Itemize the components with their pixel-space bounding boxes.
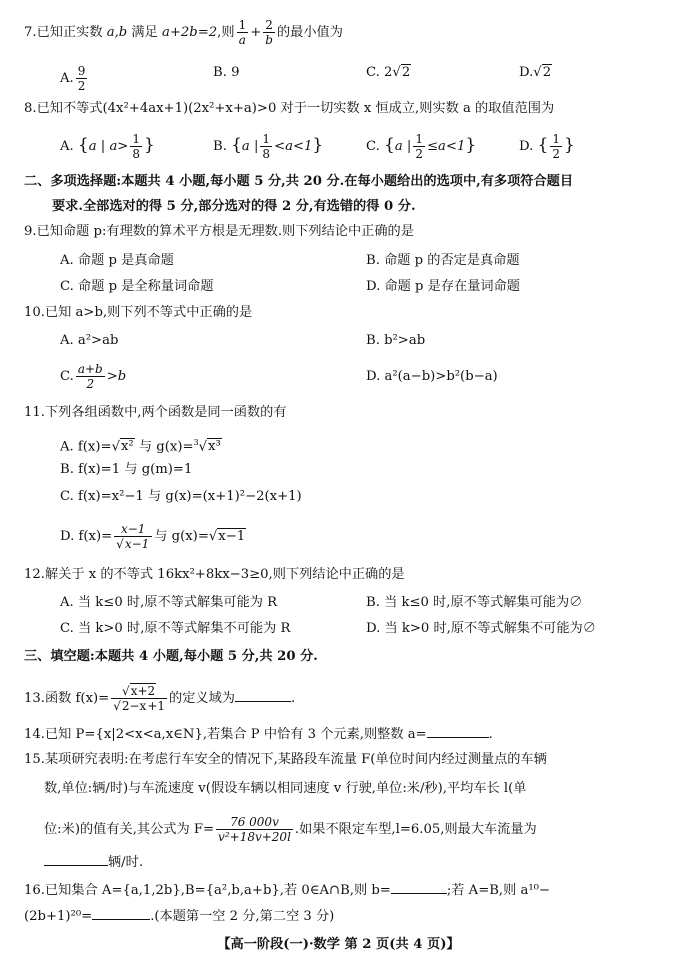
q11-option-d-mid: 与 g(x)=	[154, 529, 209, 544]
q13-den-tail: +1	[147, 699, 166, 713]
q7-stem-text: 7.已知正实数	[24, 25, 107, 40]
q7-frac2-den: b	[265, 33, 273, 47]
q11-option-d: D. f(x)= $\frac{x-1}{√x-1}$ 与 g(x)=√x−1	[60, 522, 246, 551]
q8-option-a: A. {a | a> $\frac{1}{8}$ }	[60, 132, 155, 161]
q16-answer-blank-2[interactable]	[92, 907, 150, 920]
q8-option-c-label: C.	[366, 139, 380, 154]
q8-option-b-tail: <a<1	[274, 139, 313, 154]
q14-text: 14.已知 P={x|2<x<a,x∈N},若集合 P 中恰有 3 个元素,则整数 a=	[24, 727, 427, 742]
q8-option-c-set: a |	[394, 139, 412, 154]
q10-option-c-frac	[76, 362, 105, 391]
q13-frac: $\frac{√x+2}{√2-x+1}$	[113, 684, 166, 713]
q7-tail: 的最小值为	[276, 25, 343, 40]
q16-line2-pre: (2b+1)²⁰=	[24, 909, 93, 924]
q14-end: .	[488, 727, 493, 742]
q15-formula-num: 76 000v	[216, 815, 293, 830]
q8-option-a-set: a | a>	[88, 139, 129, 154]
q7-option-c: C. 2√2	[366, 65, 411, 80]
q16-line2	[24, 907, 334, 926]
q7-plus: +	[250, 25, 262, 40]
q16-line1-mid: ;若 A=B,则 a¹⁰−	[446, 883, 550, 898]
section2-heading-cont: 要求.全部选对的得 5 分,部分选对的得 2 分,有选错的得 0 分.	[52, 199, 416, 214]
q8-option-d: D. { $\frac{1}{2}$ }	[519, 132, 575, 161]
q9-option-c: C. 命题 p 是全称量词命题	[60, 279, 214, 294]
q13-den-rad: 2−x	[121, 699, 147, 713]
q7-mid: 满足	[127, 25, 162, 40]
q15-line3-post: .如果不限定车型,l=6.05,则最大车流量为	[294, 822, 537, 837]
q7-option-a-num: 9	[77, 64, 86, 78]
q16-line2-post: .(本题第一空 2 分,第二空 3 分)	[150, 909, 335, 924]
q8-option-a-den: 8	[132, 147, 140, 161]
q8-option-d-num: 1	[552, 132, 560, 146]
q11-option-d-den-rad: x−1	[124, 537, 150, 551]
q13-pre: 13.函数 f(x)=	[24, 691, 110, 706]
q7-frac2-num: 2	[263, 18, 275, 33]
q8-option-a-frac	[130, 132, 142, 161]
q11-option-d-frac: $\frac{x-1}{√x-1}$	[114, 522, 152, 551]
q7-option-d: D.√2	[519, 65, 552, 80]
q11-stem: 11.下列各组函数中,两个函数是同一函数的有	[24, 405, 287, 420]
q11-option-a: A. f(x)=√x² 与 g(x)=$^3$√x³	[60, 438, 221, 455]
q10-option-a: A. a²>ab	[60, 333, 119, 348]
q12-option-c: C. 当 k>0 时,原不等式解集不可能为 R	[60, 621, 291, 636]
q9-option-a: A. 命题 p 是真命题	[60, 253, 174, 268]
q7-eq: a+2b=2	[161, 25, 218, 40]
q15-line4	[44, 853, 143, 872]
q8-option-c-num: 1	[415, 132, 423, 146]
q10-stem: 10.已知 a>b,则下列不等式中正确的是	[24, 305, 253, 320]
q12-option-b: B. 当 k≤0 时,原不等式解集可能为∅	[366, 595, 583, 610]
q7-frac1	[237, 18, 249, 47]
q11-option-d-pre: D. f(x)=	[60, 529, 113, 544]
q13-answer-blank[interactable]	[235, 689, 291, 702]
q13-tail: 的定义域为	[169, 691, 235, 706]
q8-stem: 8.已知不等式(4x²+4ax+1)(2x²+x+a)>0 对于一切实数 x 恒成立,则实数 a 的取值范围为	[24, 101, 555, 116]
page-footer: 【高一阶段(一)·数学 第 2 页(共 4 页)】	[217, 937, 460, 952]
q8-option-b: B. {a | $\frac{1}{8}$ <a<1}	[213, 132, 324, 161]
q8-option-c-frac	[413, 132, 425, 161]
q7-option-a-frac	[76, 64, 88, 93]
q10-option-d: D. a²(a−b)>b²(b−a)	[366, 369, 498, 384]
q14-answer-blank[interactable]	[427, 725, 489, 738]
q15-line3-pre: 位:米)的值有关,其公式为 F=	[44, 822, 215, 837]
q8-option-b-num: 1	[262, 132, 271, 146]
q16-line1-pre: 16.已知集合 A={a,1,2b},B={a²,b,a+b},若 0∈A∩B,则 b=	[24, 883, 391, 898]
q8-option-c: C. {a | $\frac{1}{2}$ ≤a<1}	[366, 132, 477, 161]
q7-option-c-rad: 2	[401, 65, 411, 80]
q11-option-a-mid: 与 g(x)=	[134, 439, 194, 455]
q11-option-c: C. f(x)=x²−1 与 g(x)=(x+1)²−2(x+1)	[60, 489, 302, 504]
q12-option-d: D. 当 k>0 时,原不等式解集不可能为∅	[366, 621, 596, 636]
q10-option-c-label: C.	[60, 369, 74, 384]
q11-option-a-rad: x²	[120, 439, 134, 455]
q10-option-c	[60, 362, 126, 391]
q8-option-b-den: 8	[262, 147, 271, 161]
q7-option-a-den: 2	[77, 79, 86, 93]
q8-option-b-label: B.	[213, 139, 227, 154]
q7-option-a-label: A.	[60, 71, 74, 86]
q15-line3	[44, 815, 537, 844]
q7-frac2	[263, 18, 275, 47]
q15-line2: 数,单位:辆/时)与车流速度 v(假设车辆以相同速度 v 行驶,单位:米/秒),平均车长 l(单	[44, 781, 527, 796]
q8-option-b-frac	[260, 132, 272, 161]
q8-option-d-frac	[550, 132, 562, 161]
q9-stem: 9.已知命题 p:有理数的算术平方根是无理数.则下列结论中正确的是	[24, 224, 414, 239]
q11-option-a-pre: A. f(x)=	[60, 439, 112, 455]
q10-option-c-tail: >b	[106, 369, 127, 384]
q12-stem: 12.解关于 x 的不等式 16kx²+8kx−3≥0,则下列结论中正确的是	[24, 567, 405, 582]
q8-option-a-num: 1	[132, 132, 140, 146]
q13-end: .	[290, 691, 296, 706]
q7-frac1-num: 1	[238, 18, 247, 32]
q15-line4-text: 辆/时.	[108, 855, 144, 870]
q8-option-a-label: A.	[60, 139, 74, 154]
q7-option-b: B. 9	[213, 65, 240, 80]
q10-option-c-den: 2	[86, 377, 95, 391]
q11-option-d-rad: x−1	[218, 529, 246, 544]
q14	[24, 725, 493, 744]
q9-option-d: D. 命题 p 是存在量词命题	[366, 279, 520, 294]
q8-option-c-den: 2	[415, 147, 423, 161]
q8-option-d-den: 2	[552, 147, 560, 161]
q13-num-rad: x+2	[130, 684, 156, 698]
q11-option-b: B. f(x)=1 与 g(m)=1	[60, 462, 193, 477]
q15-formula-den: v²+18v+20l	[218, 830, 291, 844]
q15-answer-blank[interactable]	[44, 853, 108, 866]
q7-frac1-den: a	[238, 33, 246, 47]
q7-option-d-label: D.	[519, 65, 534, 80]
q7-option-d-rad: 2	[542, 65, 552, 80]
q7-vars: a,b	[106, 25, 128, 40]
q16-line1	[24, 881, 550, 900]
q7-post: ,则	[217, 25, 235, 40]
q8-option-d-label: D.	[519, 139, 534, 154]
q8-option-c-tail: ≤a<1	[426, 139, 466, 154]
q10-option-c-num: a+b	[77, 362, 103, 376]
q10-option-b: B. b²>ab	[366, 333, 426, 348]
q9-option-b: B. 命题 p 的否定是真命题	[366, 253, 520, 268]
q15-line1: 15.某项研究表明:在考虑行车安全的情况下,某路段车流量 F(单位时间内经过测量点的车辆	[24, 752, 547, 767]
q11-option-a-rad2: x³	[208, 439, 221, 455]
q12-option-a: A. 当 k≤0 时,原不等式解集可能为 R	[60, 595, 278, 610]
section3-heading: 三、填空题:本题共 4 小题,每小题 5 分,共 20 分.	[24, 649, 318, 664]
q13	[24, 684, 295, 713]
section2-heading: 二、多项选择题:本题共 4 小题,每小题 5 分,共 20 分.在每小题给出的选项中,有多项符合题目	[24, 174, 574, 189]
q7-stem	[24, 18, 343, 47]
q11-option-d-num: x−1	[114, 522, 152, 537]
q7-option-c-label: C. 2	[366, 65, 393, 80]
q8-option-b-set: a |	[241, 139, 259, 154]
q7-option-a	[60, 64, 89, 93]
q15-formula	[216, 815, 293, 844]
q16-answer-blank-1[interactable]	[391, 881, 447, 894]
q11-option-a-root: 3	[193, 438, 199, 447]
